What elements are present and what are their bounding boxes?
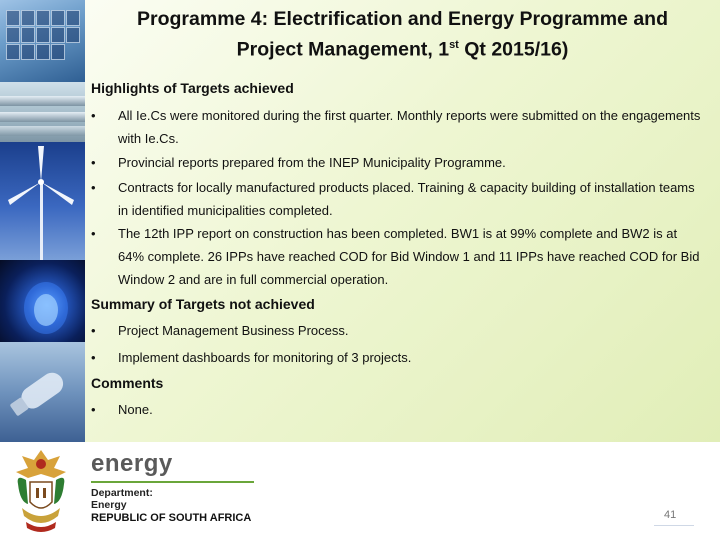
highlights-heading: Highlights of Targets achieved <box>91 80 294 96</box>
bullet: • <box>91 226 96 241</box>
brand-divider <box>91 481 254 483</box>
highlight-item-4 <box>91 222 706 291</box>
highlight-item-2 <box>91 151 706 174</box>
highlight-item-3 <box>91 176 706 222</box>
light-bulb-image <box>0 342 85 442</box>
comment-text-1: None. <box>118 402 153 417</box>
not-achieved-text-1: Project Management Business Process. <box>118 323 349 338</box>
decorative-image-strip <box>0 0 85 442</box>
bullet: • <box>91 108 96 123</box>
bullet: • <box>91 350 96 365</box>
highlight-item-1 <box>91 104 706 150</box>
slide-title <box>85 6 720 63</box>
country-name: REPUBLIC OF SOUTH AFRICA <box>91 512 252 524</box>
highlight-text-4: The 12th IPP report on construction has been completed. BW1 is at 99% complete and BW2 is at 64% complete. 26 IPPs have reached COD for Bid Window 1 and 11 IPPs have reached COD for Bid Window 2 and are in full commercial operation. <box>118 226 700 287</box>
title-part-b: Qt 2015/16) <box>458 38 569 61</box>
title-part-a: Project Management, 1 <box>236 38 450 61</box>
slide-title-line-2 <box>85 32 720 63</box>
coat-of-arms-icon <box>8 444 74 536</box>
not-achieved-heading: Summary of Targets not achieved <box>91 296 315 312</box>
highlight-text-1: All Ie.Cs were monitored during the first quarter. Monthly reports were submitted on the engagements with Ie.Cs. <box>118 108 701 146</box>
page-number-rule <box>654 525 694 526</box>
gas-flame-image <box>0 260 85 342</box>
comment-item-1 <box>91 398 706 421</box>
highlight-text-2: Provincial reports prepared from the INEP Municipality Programme. <box>118 155 506 170</box>
pipeline-image <box>0 82 85 142</box>
not-achieved-text-2: Implement dashboards for monitoring of 3 projects. <box>118 350 412 365</box>
slide-title-line-1: Programme 4: Electrification and Energy Programme and <box>137 8 668 30</box>
energy-brand-logo: energy <box>91 450 173 477</box>
wind-turbine-image <box>0 142 85 260</box>
bullet: • <box>91 155 96 170</box>
bullet: • <box>91 402 96 417</box>
bullet: • <box>91 180 96 195</box>
slide-footer <box>0 442 720 540</box>
not-achieved-item-1 <box>91 319 706 342</box>
title-superscript: st <box>449 39 459 51</box>
department-name: Energy <box>91 499 127 511</box>
department-label: Department: <box>91 487 153 499</box>
solar-panel-image <box>0 0 85 82</box>
comments-heading: Comments <box>91 375 164 391</box>
not-achieved-item-2 <box>91 346 706 369</box>
page-number: 41 <box>664 509 677 521</box>
bullet: • <box>91 323 96 338</box>
highlight-text-3: Contracts for locally manufactured products placed. Training & capacity building of installation teams in identified municipalities completed. <box>118 180 695 218</box>
